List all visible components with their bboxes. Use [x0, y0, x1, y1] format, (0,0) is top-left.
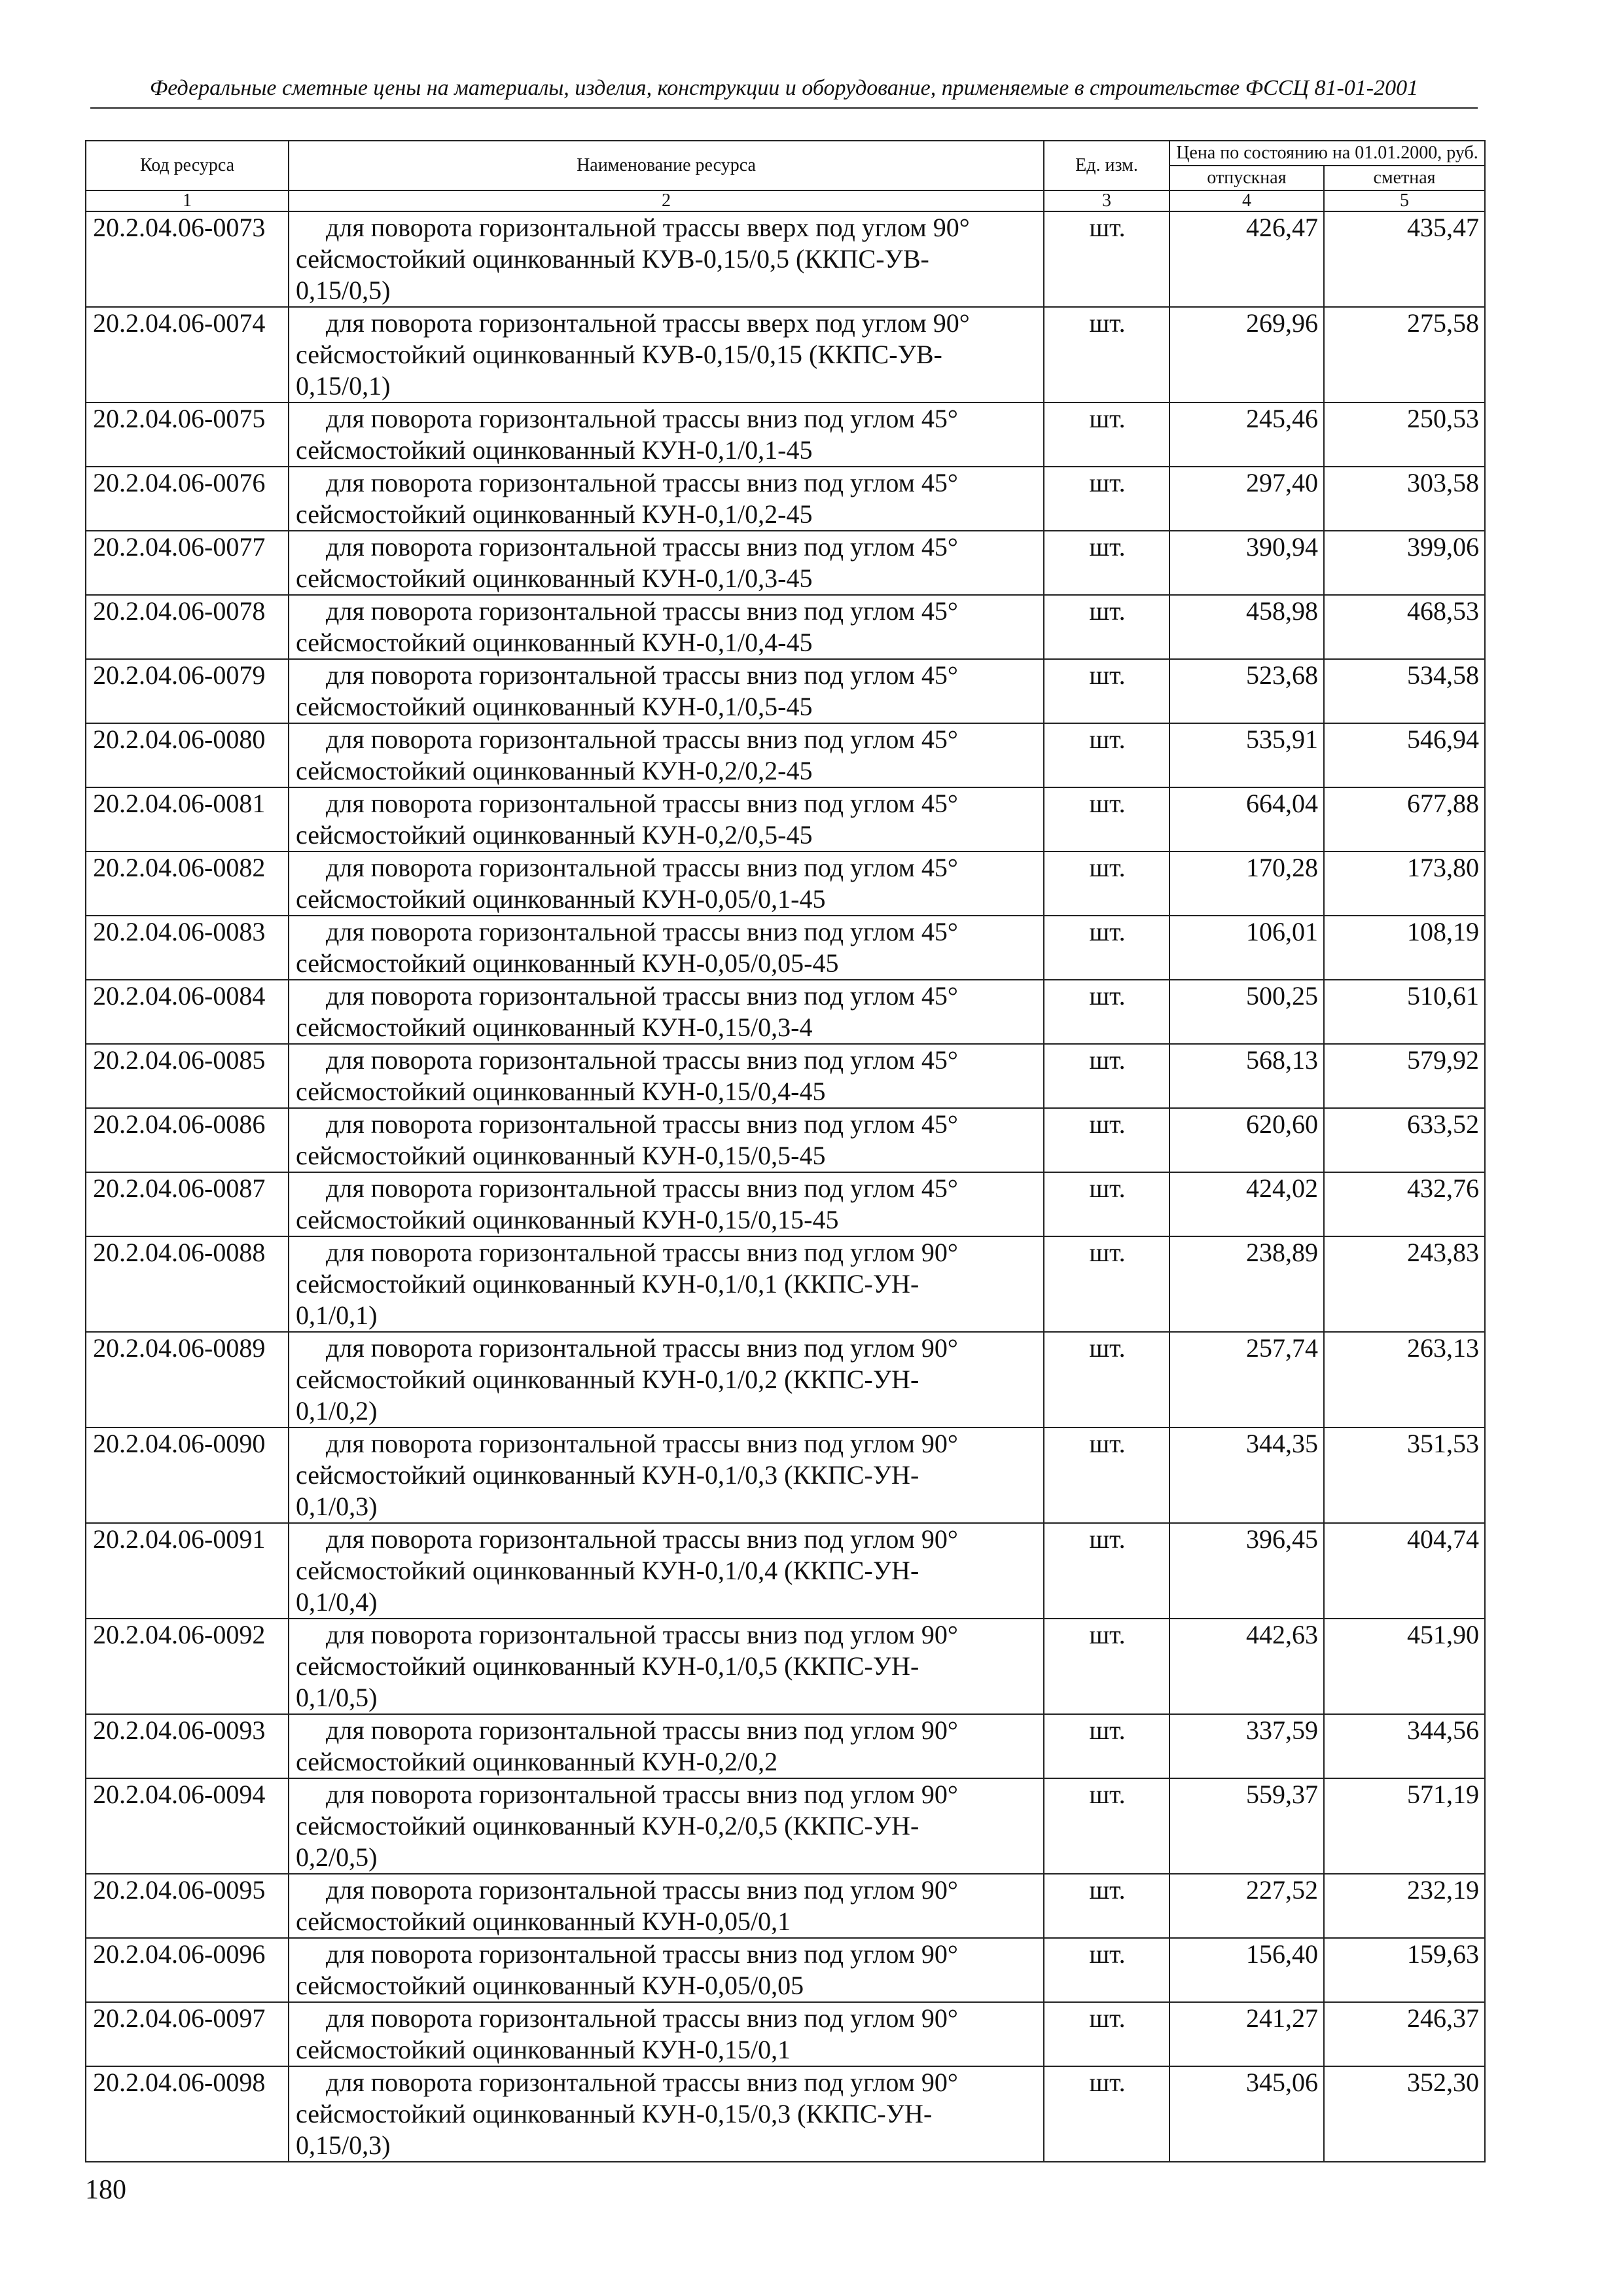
- wholesale-price: 426,47: [1169, 211, 1324, 307]
- resource-name-line: для поворота горизонтальной трассы вниз под углом 90°: [326, 1780, 958, 1809]
- estimated-price: 534,58: [1324, 659, 1485, 723]
- table-row: [86, 1236, 1485, 1332]
- unit-cell: шт.: [1044, 1874, 1169, 1938]
- estimated-price: 243,83: [1324, 1236, 1485, 1332]
- resource-name-line: сейсмостойкий оцинкованный КУН-0,1/0,3-45: [296, 564, 813, 593]
- estimated-price: 633,52: [1324, 1108, 1485, 1172]
- resource-name-line: 0,1/0,1): [296, 1300, 378, 1330]
- resource-name: [289, 659, 1044, 723]
- resource-name-line: для поворота горизонтальной трассы вниз под углом 45°: [326, 981, 958, 1011]
- resource-name-line: для поворота горизонтальной трассы вверх под углом 90°: [326, 213, 970, 242]
- resource-name-line: сейсмостойкий оцинкованный КУН-0,1/0,2-45: [296, 499, 813, 529]
- wholesale-price: 396,45: [1169, 1523, 1324, 1619]
- unit-cell: шт.: [1044, 787, 1169, 852]
- resource-name: [289, 1332, 1044, 1427]
- unit-cell: шт.: [1044, 1523, 1169, 1619]
- resource-name: [289, 467, 1044, 531]
- estimated-price: 510,61: [1324, 980, 1485, 1044]
- unit-cell: шт.: [1044, 1172, 1169, 1236]
- resource-name-line: сейсмостойкий оцинкованный КУН-0,2/0,5-45: [296, 820, 813, 850]
- resource-name-line: сейсмостойкий оцинкованный КУН-0,15/0,3-4: [296, 1013, 813, 1042]
- unit-cell: шт.: [1044, 723, 1169, 787]
- resource-name: [289, 1619, 1044, 1714]
- resource-name-line: для поворота горизонтальной трассы вниз под углом 45°: [326, 853, 958, 882]
- estimated-price: 275,58: [1324, 307, 1485, 403]
- resource-code: 20.2.04.06-0074: [86, 307, 289, 403]
- resource-name-line: сейсмостойкий оцинкованный КУН-0,05/0,1-45: [296, 884, 826, 914]
- resource-name-line: для поворота горизонтальной трассы вниз под углом 45°: [326, 532, 958, 562]
- unit-cell: шт.: [1044, 852, 1169, 916]
- resource-name: [289, 1523, 1044, 1619]
- unit-cell: шт.: [1044, 1938, 1169, 2002]
- resource-name-line: сейсмостойкий оцинкованный КУН-0,1/0,2 (ККПС-УН-: [296, 1365, 919, 1394]
- estimated-price: 571,19: [1324, 1778, 1485, 1874]
- table-row: [86, 211, 1485, 307]
- estimated-price: 468,53: [1324, 595, 1485, 659]
- estimated-price: 435,47: [1324, 211, 1485, 307]
- resource-name: [289, 1236, 1044, 1332]
- running-header: Федеральные сметные цены на материалы, изделия, конструкции и оборудование, применяемые в строительстве ФССЦ 81-01-2001: [90, 76, 1478, 109]
- table-row: [86, 531, 1485, 595]
- table-row: [86, 1332, 1485, 1427]
- resource-name-line: для поворота горизонтальной трассы вниз под углом 45°: [326, 404, 958, 433]
- table-row: [86, 1427, 1485, 1523]
- table-row: [86, 852, 1485, 916]
- wholesale-price: 664,04: [1169, 787, 1324, 852]
- wholesale-price: 245,46: [1169, 403, 1324, 467]
- wholesale-price: 500,25: [1169, 980, 1324, 1044]
- resource-name: [289, 1874, 1044, 1938]
- table-row: [86, 1938, 1485, 2002]
- table-row: [86, 2066, 1485, 2162]
- resource-name: [289, 980, 1044, 1044]
- resource-code: 20.2.04.06-0092: [86, 1619, 289, 1714]
- table-row: [86, 595, 1485, 659]
- resource-name-line: сейсмостойкий оцинкованный КУН-0,05/0,05: [296, 1971, 804, 2000]
- estimated-price: 250,53: [1324, 403, 1485, 467]
- resource-name-line: для поворота горизонтальной трассы вниз под углом 45°: [326, 660, 958, 690]
- table-row: [86, 723, 1485, 787]
- resource-name-line: для поворота горизонтальной трассы вниз под углом 45°: [326, 468, 958, 497]
- estimated-price: 303,58: [1324, 467, 1485, 531]
- resource-code: 20.2.04.06-0087: [86, 1172, 289, 1236]
- resource-name: [289, 1427, 1044, 1523]
- resource-code: 20.2.04.06-0085: [86, 1044, 289, 1108]
- resource-name-line: для поворота горизонтальной трассы вверх под углом 90°: [326, 308, 970, 338]
- resource-name-line: для поворота горизонтальной трассы вниз под углом 90°: [326, 1939, 958, 1969]
- price-table: [85, 140, 1486, 2162]
- estimated-price: 352,30: [1324, 2066, 1485, 2162]
- resource-name-line: сейсмостойкий оцинкованный КУН-0,15/0,3 (ККПС-УН-: [296, 2099, 933, 2128]
- wholesale-price: 568,13: [1169, 1044, 1324, 1108]
- resource-code: 20.2.04.06-0098: [86, 2066, 289, 2162]
- resource-name-line: сейсмостойкий оцинкованный КУН-0,1/0,3 (ККПС-УН-: [296, 1460, 919, 1490]
- resource-name-line: для поворота горизонтальной трассы вниз под углом 45°: [326, 725, 958, 754]
- resource-code: 20.2.04.06-0088: [86, 1236, 289, 1332]
- resource-name: [289, 2066, 1044, 2162]
- header-code: Код ресурса: [86, 141, 289, 190]
- resource-code: 20.2.04.06-0097: [86, 2002, 289, 2066]
- resource-code: 20.2.04.06-0093: [86, 1714, 289, 1778]
- estimated-price: 451,90: [1324, 1619, 1485, 1714]
- table-row: [86, 307, 1485, 403]
- wholesale-price: 442,63: [1169, 1619, 1324, 1714]
- resource-name-line: сейсмостойкий оцинкованный КУН-0,05/0,1: [296, 1907, 791, 1936]
- column-number: 3: [1044, 190, 1169, 211]
- resource-name-line: для поворота горизонтальной трассы вниз под углом 45°: [326, 917, 958, 946]
- unit-cell: шт.: [1044, 211, 1169, 307]
- column-number: 2: [289, 190, 1044, 211]
- resource-name: [289, 1172, 1044, 1236]
- resource-code: 20.2.04.06-0086: [86, 1108, 289, 1172]
- resource-code: 20.2.04.06-0090: [86, 1427, 289, 1523]
- column-number: 5: [1324, 190, 1485, 211]
- table-row: [86, 1044, 1485, 1108]
- resource-name: [289, 531, 1044, 595]
- table-header: [86, 141, 1485, 211]
- resource-code: 20.2.04.06-0075: [86, 403, 289, 467]
- resource-name-line: сейсмостойкий оцинкованный КУН-0,1/0,5-45: [296, 692, 813, 721]
- header-wholesale: отпускная: [1169, 166, 1324, 190]
- estimated-price: 546,94: [1324, 723, 1485, 787]
- resource-code: 20.2.04.06-0096: [86, 1938, 289, 2002]
- unit-cell: шт.: [1044, 467, 1169, 531]
- wholesale-price: 269,96: [1169, 307, 1324, 403]
- estimated-price: 159,63: [1324, 1938, 1485, 2002]
- wholesale-price: 345,06: [1169, 2066, 1324, 2162]
- unit-cell: шт.: [1044, 1619, 1169, 1714]
- estimated-price: 232,19: [1324, 1874, 1485, 1938]
- unit-cell: шт.: [1044, 916, 1169, 980]
- resource-name-line: для поворота горизонтальной трассы вниз под углом 90°: [326, 1238, 958, 1267]
- unit-cell: шт.: [1044, 1044, 1169, 1108]
- table-row: [86, 1108, 1485, 1172]
- resource-name-line: для поворота горизонтальной трассы вниз под углом 90°: [326, 1620, 958, 1649]
- unit-cell: шт.: [1044, 1714, 1169, 1778]
- resource-name-line: 0,2/0,5): [296, 1842, 378, 1872]
- unit-cell: шт.: [1044, 1427, 1169, 1523]
- table-row: [86, 787, 1485, 852]
- column-number: 1: [86, 190, 289, 211]
- resource-name-line: 0,1/0,2): [296, 1396, 378, 1426]
- resource-name: [289, 1938, 1044, 2002]
- resource-name-line: 0,15/0,5): [296, 276, 391, 305]
- estimated-price: 173,80: [1324, 852, 1485, 916]
- table-body: [86, 211, 1485, 2162]
- resource-name-line: сейсмостойкий оцинкованный КУН-0,1/0,1 (ККПС-УН-: [296, 1269, 919, 1299]
- resource-code: 20.2.04.06-0078: [86, 595, 289, 659]
- estimated-price: 246,37: [1324, 2002, 1485, 2066]
- wholesale-price: 424,02: [1169, 1172, 1324, 1236]
- wholesale-price: 344,35: [1169, 1427, 1324, 1523]
- resource-name-line: для поворота горизонтальной трассы вниз под углом 90°: [326, 2068, 958, 2097]
- table-row: [86, 1874, 1485, 1938]
- table-row: [86, 916, 1485, 980]
- table-row: [86, 467, 1485, 531]
- resource-name-line: для поворота горизонтальной трассы вниз под углом 90°: [326, 2003, 958, 2033]
- resource-name-line: сейсмостойкий оцинкованный КУН-0,1/0,1-45: [296, 435, 813, 465]
- resource-name: [289, 916, 1044, 980]
- wholesale-price: 170,28: [1169, 852, 1324, 916]
- wholesale-price: 458,98: [1169, 595, 1324, 659]
- wholesale-price: 227,52: [1169, 1874, 1324, 1938]
- estimated-price: 404,74: [1324, 1523, 1485, 1619]
- unit-cell: шт.: [1044, 980, 1169, 1044]
- resource-name-line: сейсмостойкий оцинкованный КУН-0,2/0,2-45: [296, 756, 813, 785]
- unit-cell: шт.: [1044, 307, 1169, 403]
- unit-cell: шт.: [1044, 1778, 1169, 1874]
- wholesale-price: 535,91: [1169, 723, 1324, 787]
- header-estimated: сметная: [1324, 166, 1485, 190]
- table-row: [86, 980, 1485, 1044]
- unit-cell: шт.: [1044, 1108, 1169, 1172]
- column-number: 4: [1169, 190, 1324, 211]
- resource-name-line: 0,15/0,3): [296, 2130, 391, 2160]
- resource-name: [289, 211, 1044, 307]
- resource-name: [289, 307, 1044, 403]
- resource-code: 20.2.04.06-0079: [86, 659, 289, 723]
- resource-name-line: для поворота горизонтальной трассы вниз под углом 45°: [326, 1109, 958, 1139]
- wholesale-price: 559,37: [1169, 1778, 1324, 1874]
- resource-code: 20.2.04.06-0089: [86, 1332, 289, 1427]
- table-row: [86, 1172, 1485, 1236]
- resource-name: [289, 1108, 1044, 1172]
- resource-name-line: 0,1/0,3): [296, 1492, 378, 1521]
- unit-cell: шт.: [1044, 531, 1169, 595]
- table-row: [86, 403, 1485, 467]
- estimated-price: 399,06: [1324, 531, 1485, 595]
- unit-cell: шт.: [1044, 659, 1169, 723]
- resource-code: 20.2.04.06-0073: [86, 211, 289, 307]
- estimated-price: 108,19: [1324, 916, 1485, 980]
- resource-name: [289, 723, 1044, 787]
- unit-cell: шт.: [1044, 1236, 1169, 1332]
- resource-code: 20.2.04.06-0095: [86, 1874, 289, 1938]
- resource-name-line: для поворота горизонтальной трассы вниз под углом 45°: [326, 596, 958, 626]
- resource-code: 20.2.04.06-0082: [86, 852, 289, 916]
- wholesale-price: 241,27: [1169, 2002, 1324, 2066]
- resource-name-line: для поворота горизонтальной трассы вниз под углом 90°: [326, 1715, 958, 1745]
- resource-name-line: для поворота горизонтальной трассы вниз под углом 90°: [326, 1429, 958, 1458]
- unit-cell: шт.: [1044, 2066, 1169, 2162]
- resource-name-line: сейсмостойкий оцинкованный КУН-0,15/0,1: [296, 2035, 791, 2064]
- table-row: [86, 1778, 1485, 1874]
- column-number-row: [86, 190, 1485, 211]
- resource-name-line: для поворота горизонтальной трассы вниз под углом 90°: [326, 1875, 958, 1905]
- resource-name: [289, 2002, 1044, 2066]
- page-number: 180: [85, 2175, 126, 2205]
- resource-name-line: сейсмостойкий оцинкованный КУН-0,2/0,5 (ККПС-УН-: [296, 1811, 919, 1840]
- wholesale-price: 106,01: [1169, 916, 1324, 980]
- estimated-price: 344,56: [1324, 1714, 1485, 1778]
- resource-code: 20.2.04.06-0084: [86, 980, 289, 1044]
- estimated-price: 432,76: [1324, 1172, 1485, 1236]
- estimated-price: 351,53: [1324, 1427, 1485, 1523]
- table-row: [86, 1714, 1485, 1778]
- resource-name: [289, 852, 1044, 916]
- resource-name-line: сейсмостойкий оцинкованный КУН-0,15/0,5-45: [296, 1141, 826, 1170]
- resource-name-line: сейсмостойкий оцинкованный КУН-0,15/0,15-45: [296, 1205, 839, 1234]
- resource-name-line: 0,1/0,4): [296, 1587, 378, 1617]
- estimated-price: 579,92: [1324, 1044, 1485, 1108]
- resource-name-line: для поворота горизонтальной трассы вниз под углом 45°: [326, 1174, 958, 1203]
- resource-name-line: 0,15/0,1): [296, 371, 391, 401]
- resource-name-line: для поворота горизонтальной трассы вниз под углом 90°: [326, 1524, 958, 1554]
- resource-name-line: сейсмостойкий оцинкованный КУН-0,1/0,4 (ККПС-УН-: [296, 1556, 919, 1585]
- wholesale-price: 523,68: [1169, 659, 1324, 723]
- resource-name-line: сейсмостойкий оцинкованный КУН-0,1/0,5 (ККПС-УН-: [296, 1651, 919, 1681]
- resource-name: [289, 1778, 1044, 1874]
- table-row: [86, 1523, 1485, 1619]
- wholesale-price: 297,40: [1169, 467, 1324, 531]
- resource-code: 20.2.04.06-0083: [86, 916, 289, 980]
- unit-cell: шт.: [1044, 403, 1169, 467]
- table-row: [86, 659, 1485, 723]
- wholesale-price: 337,59: [1169, 1714, 1324, 1778]
- unit-cell: шт.: [1044, 595, 1169, 659]
- resource-name: [289, 1714, 1044, 1778]
- resource-name-line: сейсмостойкий оцинкованный КУН-0,2/0,2: [296, 1747, 778, 1776]
- resource-code: 20.2.04.06-0080: [86, 723, 289, 787]
- estimated-price: 677,88: [1324, 787, 1485, 852]
- table-row: [86, 1619, 1485, 1714]
- resource-code: 20.2.04.06-0076: [86, 467, 289, 531]
- resource-code: 20.2.04.06-0091: [86, 1523, 289, 1619]
- resource-name: [289, 787, 1044, 852]
- wholesale-price: 238,89: [1169, 1236, 1324, 1332]
- header-unit: Ед. изм.: [1044, 141, 1169, 190]
- header-name: Наименование ресурса: [289, 141, 1044, 190]
- wholesale-price: 390,94: [1169, 531, 1324, 595]
- resource-code: 20.2.04.06-0094: [86, 1778, 289, 1874]
- table-row: [86, 2002, 1485, 2066]
- resource-name-line: сейсмостойкий оцинкованный КУВ-0,15/0,15 (ККПС-УВ-: [296, 340, 942, 369]
- resource-name-line: для поворота горизонтальной трассы вниз под углом 45°: [326, 1045, 958, 1075]
- resource-name: [289, 1044, 1044, 1108]
- header-price-group: Цена по состоянию на 01.01.2000, руб.: [1169, 141, 1485, 166]
- resource-name-line: 0,1/0,5): [296, 1683, 378, 1712]
- resource-name-line: сейсмостойкий оцинкованный КУН-0,05/0,05-45: [296, 948, 839, 978]
- estimated-price: 263,13: [1324, 1332, 1485, 1427]
- unit-cell: шт.: [1044, 1332, 1169, 1427]
- resource-name-line: для поворота горизонтальной трассы вниз под углом 45°: [326, 789, 958, 818]
- wholesale-price: 257,74: [1169, 1332, 1324, 1427]
- resource-code: 20.2.04.06-0081: [86, 787, 289, 852]
- wholesale-price: 156,40: [1169, 1938, 1324, 2002]
- wholesale-price: 620,60: [1169, 1108, 1324, 1172]
- unit-cell: шт.: [1044, 2002, 1169, 2066]
- resource-name-line: сейсмостойкий оцинкованный КУН-0,15/0,4-45: [296, 1077, 826, 1106]
- resource-name: [289, 403, 1044, 467]
- resource-code: 20.2.04.06-0077: [86, 531, 289, 595]
- resource-name-line: для поворота горизонтальной трассы вниз под углом 90°: [326, 1333, 958, 1363]
- resource-name-line: сейсмостойкий оцинкованный КУН-0,1/0,4-45: [296, 628, 813, 657]
- resource-name-line: сейсмостойкий оцинкованный КУВ-0,15/0,5 (ККПС-УВ-: [296, 244, 929, 274]
- resource-name: [289, 595, 1044, 659]
